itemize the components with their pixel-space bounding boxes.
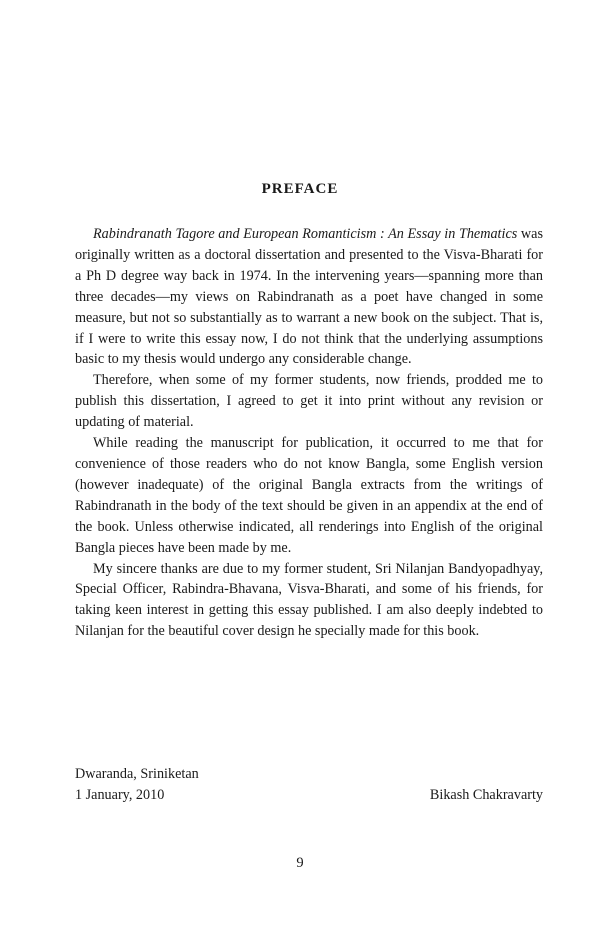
- book-title-italic: Rabindranath Tagore and European Romanticism : An Essay in Thematics: [93, 226, 518, 242]
- signoff-date-row: [75, 785, 543, 806]
- signoff-author: Bikash Chakravarty: [429, 786, 543, 803]
- paragraph-3: While reading the manuscript for publication, it occurred to me that for convenience of those readers who do not know Bangla, some English version (however inadequate) of the original Bangla extracts from the writings of Rabindranath in the body of the text should be given in an appendix at the end of the book. Unless otherwise indicated, all renderings into English of the original Bangla pieces have been made by me.: [75, 435, 543, 556]
- signoff-block: [75, 764, 543, 806]
- paragraph-4: My sincere thanks are due to my former student, Sri Nilanjan Bandyopadhyay, Special Officer, Rabindra-Bhavana, Visva-Bharati, and some of his friends, for taking keen interest in getting this essay published. I am also deeply indebted to Nilanjan for the beautiful cover design he specially made for this book.: [75, 560, 543, 640]
- preface-body: [75, 224, 543, 642]
- page-number: 9: [296, 855, 304, 871]
- paragraph-2: Therefore, when some of my former students, now friends, prodded me to publish this dissertation, I agreed to get it into print without any revision or updating of material.: [75, 372, 543, 431]
- signoff-date: 1 January, 2010: [75, 786, 165, 803]
- signoff-place-row: [75, 764, 543, 785]
- paragraph-1-text: was originally written as a doctoral dissertation and presented to the Visva-Bharati for a Ph D degree way back in 1974. In the intervening years—spanning more than three decades—my views on Rabindranath as a poet have changed in some measure, but not so substantially as to warrant a new book on the subject. That is, if I were to write this essay now, I do not think that the underlying assumptions basic to my thesis would undergo any considerable change.: [75, 226, 543, 368]
- page-title: PREFACE: [261, 181, 339, 197]
- signoff-place: Dwaranda, Sriniketan: [75, 766, 199, 782]
- paragraph-1: [75, 224, 543, 370]
